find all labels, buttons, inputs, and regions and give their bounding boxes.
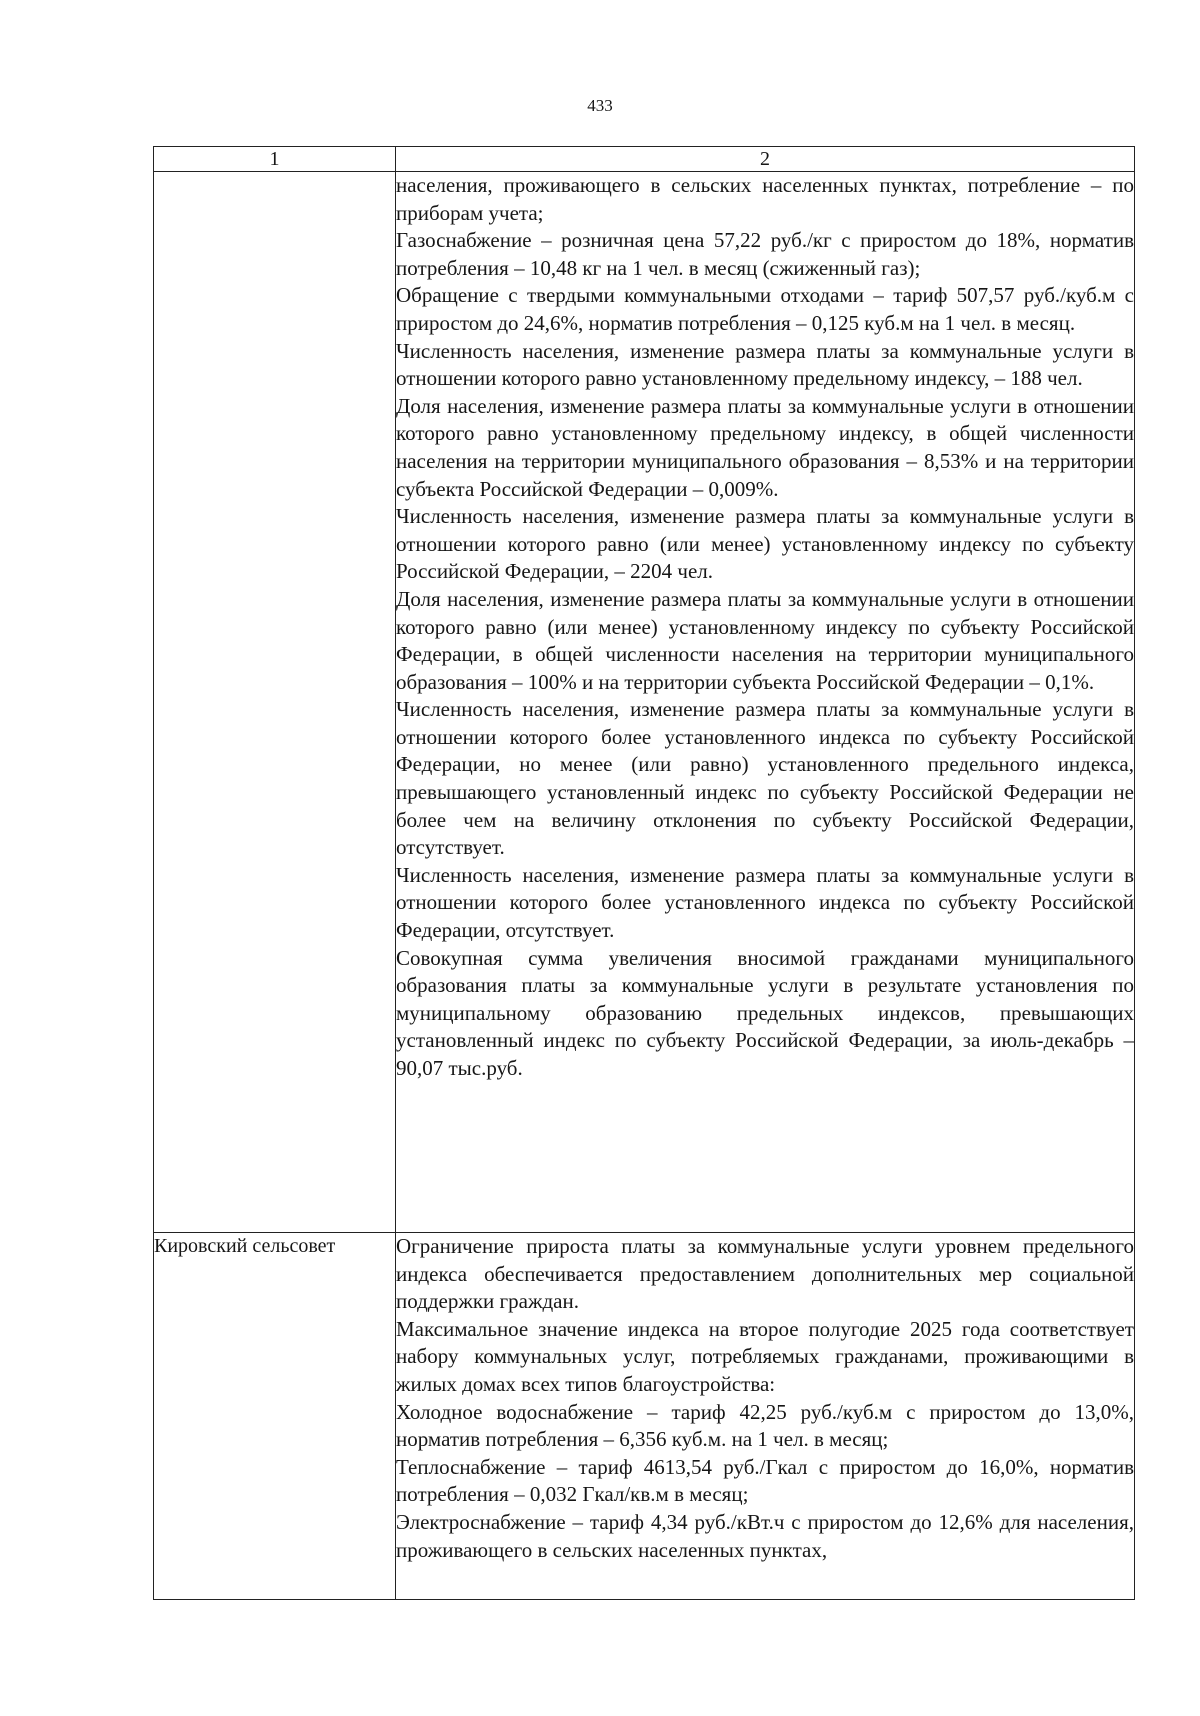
paragraph: Холодное водоснабжение – тариф 42,25 руб./куб.м с приростом до 13,0%, норматив потребления – 6,356 куб.м. на 1 чел. в месяц; [396, 1399, 1134, 1452]
paragraph: Обращение с твердыми коммунальными отходами – тариф 507,57 руб./куб.м с приростом до 24,6%, норматив потребления – 0,125 куб.м на 1 чел. в месяц. [396, 283, 1134, 335]
description-cell [396, 1233, 1135, 1600]
paragraph: Численность населения, изменение размера платы за коммунальные услуги в отношении которого более установленного индекса по субъекту Российской Федерации, отсутствует. [396, 862, 1134, 943]
table-row [154, 172, 1135, 1233]
description-cell [396, 172, 1135, 1233]
paragraph: Максимальное значение индекса на второе полугодие 2025 года соответствует набору коммунальных услуг, потребляемых гражданами, проживающими в жилых домах всех типов благоустройства: [396, 1316, 1134, 1396]
paragraph: Численность населения, изменение размера платы за коммунальные услуги в отношении которого более установленного индекса по субъекту Российской Федерации, но менее (или равно) установленного предельного индекса, превышающего установленный индекс по субъекту Российской Федерации не более чем на величину отклонения по субъекту Российской Федерации, отсутствует. [396, 697, 1134, 860]
paragraph: Доля населения, изменение размера платы за коммунальные услуги в отношении которого равно (или менее) установленному индексу по субъекту Российской Федерации, в общей численности населения на территории муниципального образования – 100% и на территории субъекта Российской Федерации – 0,1%. [396, 586, 1134, 694]
table-header-row [154, 147, 1135, 172]
municipality-name-cell: Кировский сельсовет [154, 1233, 396, 1600]
column-header-2: 2 [396, 147, 1135, 172]
municipality-name-cell [154, 172, 396, 1233]
page-number: 433 [587, 96, 613, 115]
table-row [154, 1233, 1135, 1600]
paragraph: Доля населения, изменение размера платы за коммунальные услуги в отношении которого равно установленному предельному индексу, в общей численности населения на территории муниципального образования – 8,53% и на территории субъекта Российской Федерации – 0,009%. [396, 393, 1134, 501]
paragraph: Газоснабжение – розничная цена 57,22 руб./кг с приростом до 18%, норматив потребления – 10,48 кг на 1 чел. в месяц (сжиженный газ); [396, 228, 1134, 280]
paragraph: Численность населения, изменение размера платы за коммунальные услуги в отношении которого равно установленному предельному индексу, – 188 чел. [396, 338, 1134, 391]
paragraph: Численность населения, изменение размера платы за коммунальные услуги в отношении которого равно (или менее) установленному индексу по субъекту Российской Федерации, – 2204 чел. [396, 504, 1134, 584]
document-table [153, 146, 1135, 1600]
paragraph: Электроснабжение – тариф 4,34 руб./кВт.ч с приростом до 12,6% для населения, проживающего в сельских населенных пунктах, [396, 1509, 1134, 1562]
paragraph: Совокупная сумма увеличения вносимой гражданами муниципального образования платы за коммунальные услуги в результате установления по муниципальному образованию предельных индексов, превышающих установленный индекс по субъекту Российской Федерации, за июль-декабрь – 90,07 тыс.руб. [396, 945, 1134, 1080]
paragraph: населения, проживающего в сельских населенных пунктах, потребление – по приборам учета; [396, 173, 1134, 225]
paragraph: Теплоснабжение – тариф 4613,54 руб./Гкал с приростом до 16,0%, норматив потребления – 0,032 Гкал/кв.м в месяц; [396, 1454, 1134, 1507]
column-header-1: 1 [154, 147, 396, 172]
paragraph: Ограничение прироста платы за коммунальные услуги уровнем предельного индекса обеспечивается предоставлением дополнительных мер социальной поддержки граждан. [396, 1234, 1134, 1314]
